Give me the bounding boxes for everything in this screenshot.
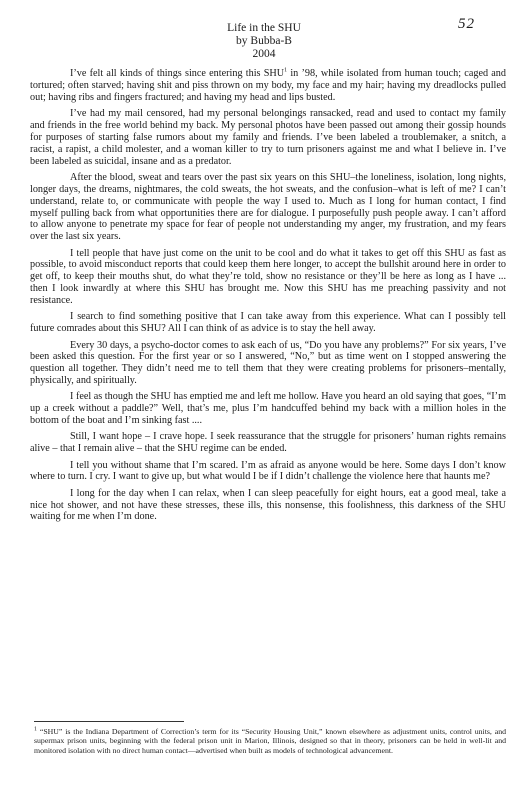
footnote-marker: 1 bbox=[34, 726, 37, 733]
document-year: 2004 bbox=[252, 48, 276, 60]
paragraph-8: Still, I want hope – I crave hope. I seek reassurance that the struggle for prisoners’ human rights remains alive – that I remain alive – that the SHU regime can be ended. bbox=[30, 431, 506, 455]
footnote-text: “SHU” is the Indiana Department of Correction’s term for its “Security Housing Unit,” known elsewhere as adjustment units, control units, and supermax prison units, beginning with the federal prison unit in Marion, Illinois, designed so that in theory, prisoners can be held in well-lit and monitored isolation with no direct human contact—advertised when built as models of technological advancement. bbox=[34, 727, 506, 755]
paragraph-4: I tell people that have just come on the unit to be cool and do what it takes to get off this SHU as fast as possible, to avoid misconduct reports that could keep them here longer, to accept the bullshit around here in order to get off, to keep their mouths shut, do what they’re told, show no resistance or they’ll be here as long as I have ... then I look inwardly at where this SHU has brought me. Now this SHU has me preaching passivity and not resistance. bbox=[30, 247, 506, 307]
paragraph-10: I long for the day when I can relax, when I can sleep peacefully for eight hours, eat a good meal, take a nice hot shower, and not have these stresses, these ills, this nonsense, this foolishness, this darkness of the SHU waiting for me when I’m done. bbox=[30, 487, 506, 523]
paragraph-1-text-b: in ’98, while isolated from human touch; caged and tortured; often starved; having shit and piss thrown on my body, my face and my hair; having my dreadlocks pulled out; having ribs and fingers fractured; and having my head and lips busted. bbox=[30, 68, 506, 103]
paragraph-6: Every 30 days, a psycho-doctor comes to ask each of us, “Do you have any problems?” For six years, I’ve been asked this question. For the first year or so I answered, “No,” but as time went on I stopped answering the question all together. They didn’t need me to tell them that they were creating problems for prisoners–mentally, physically, and spiritually. bbox=[30, 339, 506, 387]
page-number: 52 bbox=[458, 16, 475, 32]
document-title: Life in the SHU bbox=[227, 22, 301, 34]
paragraph-5: I search to find something positive that I can take away from this experience. What can I possibly tell future comrades about this SHU? All I can think of as advice is to stay the hell away. bbox=[30, 311, 506, 335]
paragraph-3: After the blood, sweat and tears over the past six years on this SHU–the loneliness, isolation, long nights, longer days, the dreams, nightmares, the cold sweats, the hot sweats, and the confusion–what is left of me? I can’t understand, relate to, or communicate with people the way I used to. Much as I long for human contact, I find myself pulling back from what opportunities there are for dialogue. I purposefully push people away. I can’t afford to allow anyone to penetrate my space for fear of people not understanding my anger, my frustration, and my fears over the last six years. bbox=[30, 171, 506, 243]
footnote bbox=[34, 727, 506, 755]
document-header bbox=[0, 22, 528, 61]
footnote-reference: 1 bbox=[284, 67, 288, 74]
paragraph-9: I tell you without shame that I’m scared. I’m as afraid as anyone would be here. Some days I don’t know where to turn. I cry. I want to give up, but what would I be if I didn’t challenge the violence here that haunts me? bbox=[30, 459, 506, 483]
paragraph-2: I’ve had my mail censored, had my personal belongings ransacked, read and used to contact my family and friends in the free world behind my back. My personal photos have been passed out among their gossip hounds for purposes of starting false rumors about my family and friends. I’ve been labeled a troublemaker, a snitch, a racist, a rapist, a child molester, and a woman killer to try to turn prisoners against me and what I believe in. I’ve been labeled as suicidal, insane and as a predator. bbox=[30, 108, 506, 167]
document-body bbox=[30, 68, 506, 528]
paragraph-1 bbox=[30, 68, 506, 104]
paragraph-1-text-a: I’ve felt all kinds of things since entering this SHU bbox=[70, 68, 285, 79]
footnote-divider bbox=[34, 721, 184, 722]
paragraph-7: I feel as though the SHU has emptied me and left me hollow. Have you heard an old saying that goes, “I’m up a creek without a paddle?” Well, that’s me, plus I’m handcuffed behind my back with a million holes in the bottom of the boat and I’m sinking fast .... bbox=[30, 391, 506, 427]
document-byline: by Bubba-B bbox=[236, 35, 292, 47]
